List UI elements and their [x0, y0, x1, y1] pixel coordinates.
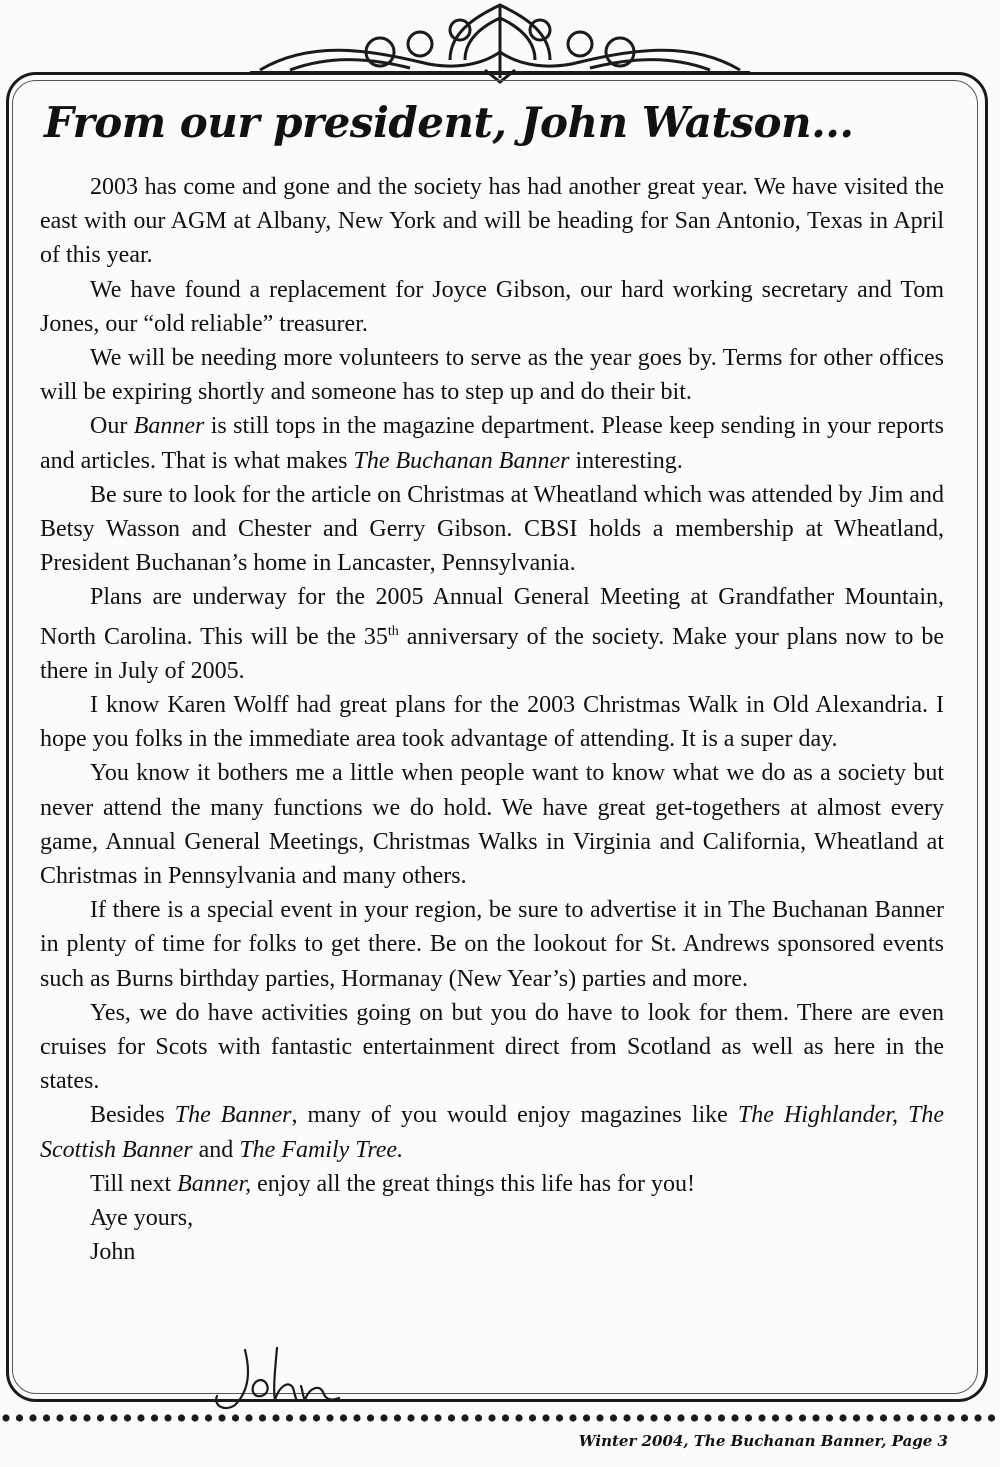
handwritten-signature [205, 1340, 345, 1420]
divider-dot [29, 1414, 36, 1421]
divider-dot [920, 1414, 927, 1421]
divider-dot [758, 1414, 765, 1421]
closing-line: Aye yours, [90, 1205, 194, 1232]
divider-dot [137, 1414, 144, 1421]
divider-dot [731, 1414, 738, 1421]
divider-dot [596, 1414, 603, 1421]
divider-dot [475, 1414, 482, 1421]
divider-dot [745, 1414, 752, 1421]
divider-dot [880, 1414, 887, 1421]
divider-dot [650, 1414, 657, 1421]
divider-dot [893, 1414, 900, 1421]
divider-dot [583, 1414, 590, 1421]
divider-dot [70, 1414, 77, 1421]
divider-dot [124, 1414, 131, 1421]
dotted-divider [0, 1410, 1000, 1426]
divider-dot [56, 1414, 63, 1421]
divider-dot [367, 1414, 374, 1421]
divider-dot [16, 1414, 23, 1421]
paragraph: Yes, we do have activities going on but you do have to look for them. There are even cruises for Scots with fantastic entertainment direct from Scotland as well as here in the states. [40, 999, 944, 1095]
paragraph: I know Karen Wolff had great plans for the 2003 Christmas Walk in Old Alexandria. I hope you folks in the immediate area took advantage of attending. It is a super day. [40, 692, 944, 753]
divider-dot [947, 1414, 954, 1421]
divider-dot [704, 1414, 711, 1421]
divider-dot [2, 1414, 9, 1421]
divider-dot [232, 1414, 239, 1421]
divider-dot [853, 1414, 860, 1421]
paragraph: 2003 has come and gone and the society has had another great year. We have visited the east with our AGM at Albany, New York and will be heading for San Antonio, Texas in April of this year. [40, 174, 944, 269]
divider-dot [272, 1414, 279, 1421]
paragraph: Plans are underway for the 2005 Annual General Meeting at Grandfather Mountain, North Carolina. This will be the 35th anniversary of the society. Make your plans now to be there in July of 2005. [40, 584, 944, 684]
divider-dot [151, 1414, 158, 1421]
divider-dot [826, 1414, 833, 1421]
divider-dot [299, 1414, 306, 1421]
divider-dot [610, 1414, 617, 1421]
divider-dot [259, 1414, 266, 1421]
article-headline: From our president, John Watson... [44, 98, 854, 147]
divider-dot [569, 1414, 576, 1421]
divider-dot [326, 1414, 333, 1421]
paragraph: Be sure to look for the article on Christmas at Wheatland which was attended by Jim and Betsy Wasson and Chester and Gerry Gibson. CBSI holds a membership at Wheatland, President Buchanan’s home in Lancaster, Pennsylvania. [40, 481, 945, 577]
divider-dot [515, 1414, 522, 1421]
divider-dot [286, 1414, 293, 1421]
divider-dot [839, 1414, 846, 1421]
divider-dot [97, 1414, 104, 1421]
divider-dot [43, 1414, 50, 1421]
closing-name: John [90, 1239, 136, 1266]
divider-dot [340, 1414, 347, 1421]
divider-dot [812, 1414, 819, 1421]
divider-dot [961, 1414, 968, 1421]
divider-dot [637, 1414, 644, 1421]
divider-dot [488, 1414, 495, 1421]
divider-dot [529, 1414, 536, 1421]
divider-dot [664, 1414, 671, 1421]
divider-dot [677, 1414, 684, 1421]
divider-dot [407, 1414, 414, 1421]
divider-dot [988, 1414, 995, 1421]
divider-dot [191, 1414, 198, 1421]
divider-dot [178, 1414, 185, 1421]
divider-dot [556, 1414, 563, 1421]
divider-dot [353, 1414, 360, 1421]
divider-dot [448, 1414, 455, 1421]
divider-dot [974, 1414, 981, 1421]
divider-dot [866, 1414, 873, 1421]
paragraph: You know it bothers me a little when people want to know what we do as a society but never attend the many functions we do hold. We have great get-togethers at almost every game, Annual General Meetings, Christmas Walks in Virginia and California, Wheatland at Christmas in Pennsylvania and many others. [40, 760, 944, 890]
divider-dot [502, 1414, 509, 1421]
divider-dot [394, 1414, 401, 1421]
paragraph: If there is a special event in your region, be sure to advertise it in The Buchanan Banner in plenty of time for folks to get there. Be on the lookout for St. Andrews sponsored events such as Burns birthday parties, Hormanay (New Year’s) parties and more. [40, 897, 944, 992]
paragraph: Besides The Banner, many of you would enjoy magazines like The Highlander, The Scottish Banner and The Family Tree. [40, 1102, 945, 1163]
divider-dot [623, 1414, 630, 1421]
paragraph: Our Banner is still tops in the magazine department. Please keep sending in your reports and articles. That is what makes The Buchanan Banner interesting. [40, 413, 944, 474]
divider-dot [785, 1414, 792, 1421]
divider-dot [245, 1414, 252, 1421]
divider-dot [907, 1414, 914, 1421]
divider-dot [110, 1414, 117, 1421]
paragraph: Till next Banner, enjoy all the great things this life has for you! [90, 1170, 696, 1197]
divider-dot [83, 1414, 90, 1421]
divider-dot [718, 1414, 725, 1421]
page-footer: Winter 2004, The Buchanan Banner, Page 3 [578, 1432, 948, 1450]
divider-dot [313, 1414, 320, 1421]
divider-dot [461, 1414, 468, 1421]
paragraph: We will be needing more volunteers to serve as the year goes by. Terms for other offices will be expiring shortly and someone has to step up and do their bit. [40, 345, 944, 406]
divider-dot [542, 1414, 549, 1421]
divider-dot [421, 1414, 428, 1421]
divider-dot [772, 1414, 779, 1421]
divider-dot [691, 1414, 698, 1421]
divider-dot [164, 1414, 171, 1421]
divider-dot [218, 1414, 225, 1421]
divider-dot [205, 1414, 212, 1421]
divider-dot [380, 1414, 387, 1421]
divider-dot [434, 1414, 441, 1421]
paragraph: We have found a replacement for Joyce Gibson, our hard working secretary and Tom Jones, our “old reliable” treasurer. [40, 276, 944, 337]
article-body [40, 170, 944, 1270]
divider-dot [799, 1414, 806, 1421]
divider-dot [934, 1414, 941, 1421]
